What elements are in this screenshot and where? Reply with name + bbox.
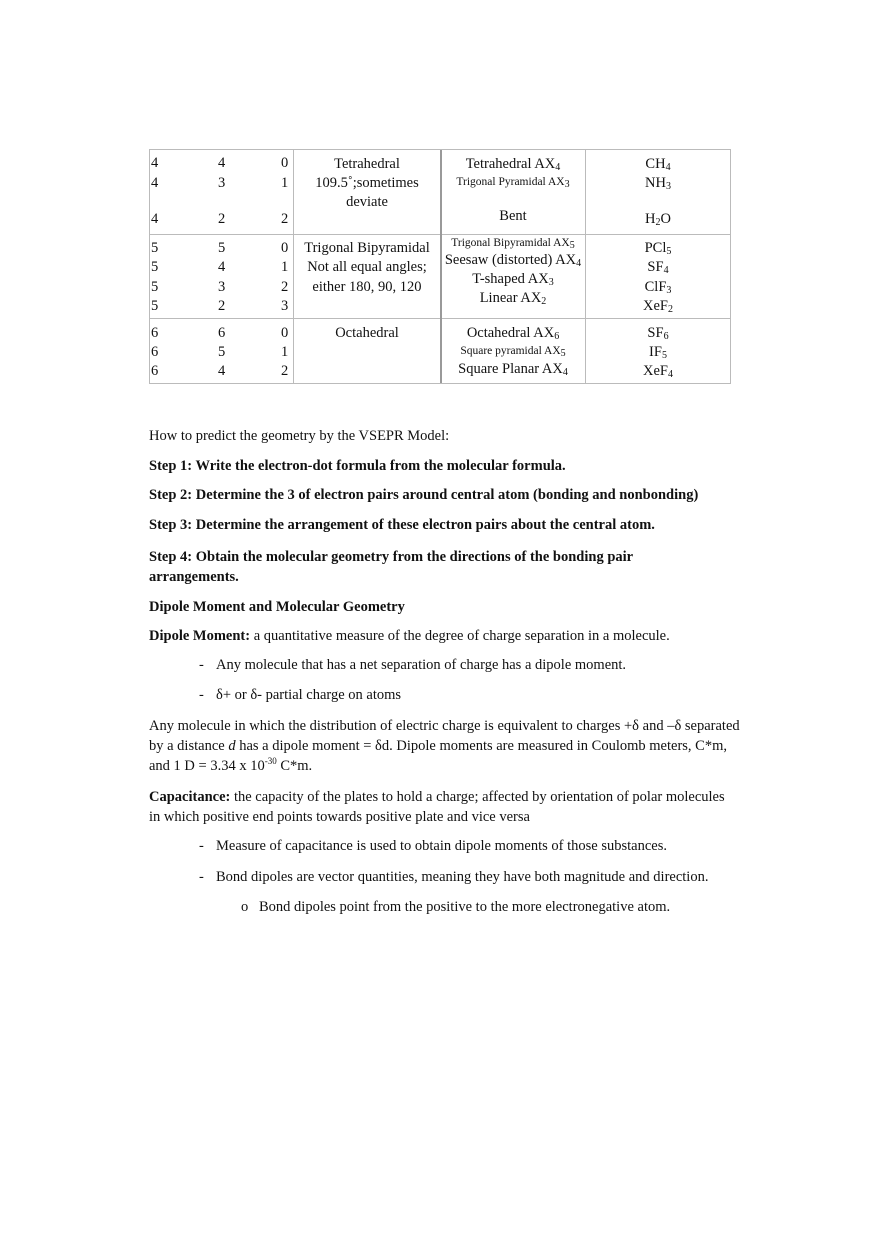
- electron-pairs: 4: [151, 175, 159, 191]
- electron-geometry: Octahedral: [335, 325, 399, 341]
- dash-bullet: -: [199, 838, 204, 854]
- bullet-text: δ+ or δ- partial charge on atoms: [216, 687, 402, 703]
- subscript: 4: [665, 162, 671, 173]
- bullet-text: Measure of capacitance is used to obtain dipole moments of those substances.: [216, 838, 667, 854]
- electron-pairs: 5: [151, 259, 159, 275]
- formula-text: Square pyramidal AX: [460, 345, 561, 357]
- electron-pairs: 6: [151, 363, 159, 379]
- bonding-pairs: 2: [218, 298, 226, 314]
- subscript: 4: [562, 367, 568, 378]
- formula-text: SF: [647, 259, 664, 275]
- col-divider: [293, 150, 294, 383]
- formula-text: Trigonal Bipyramidal AX: [451, 237, 570, 249]
- example-molecule: [645, 155, 670, 173]
- lone-pairs: 0: [281, 325, 289, 341]
- exponent: -30: [264, 756, 277, 767]
- subscript: 3: [666, 285, 672, 296]
- subscript: 4: [576, 258, 582, 269]
- molecular-geometry: [460, 344, 565, 358]
- example-molecule: [643, 362, 673, 380]
- para-text: Any molecule in which the distribution of electric charge is equivalent to charges +δ and –δ separated by a distance: [149, 718, 740, 754]
- molecular-geometry: [472, 270, 553, 288]
- formula-text: O: [660, 211, 671, 227]
- formula-text: CH: [645, 156, 666, 172]
- electron-pairs: 4: [151, 155, 159, 171]
- formula-text: T-shaped AX: [472, 271, 549, 287]
- molecular-geometry: [480, 289, 547, 307]
- dipole-paragraph: [149, 716, 749, 776]
- cap-bullet: [199, 867, 789, 887]
- formula-text: Linear AX: [479, 290, 542, 306]
- electron-geometry: either 180, 90, 120: [312, 279, 422, 295]
- electron-geometry: Not all equal angles;: [307, 259, 427, 275]
- lone-pairs: 3: [281, 298, 289, 314]
- formula-text: H: [645, 211, 656, 227]
- step-1: Step 1: Write the electron-dot formula from the molecular formula.: [149, 458, 566, 474]
- lone-pairs: 2: [281, 279, 289, 295]
- electron-pairs: 6: [151, 325, 159, 341]
- lone-pairs: 2: [281, 363, 289, 379]
- subscript: 5: [666, 246, 672, 257]
- dipole-def: a quantitative measure of the degree of charge separation in a molecule.: [250, 628, 670, 644]
- electron-pairs: 5: [151, 298, 159, 314]
- molecular-geometry: [451, 236, 574, 250]
- cap-bullet: [199, 836, 789, 856]
- dipole-bullet: [199, 685, 789, 705]
- electron-geometry: 109.5˚;sometimes: [315, 175, 419, 191]
- step-4: Step 4: Obtain the molecular geometry from the directions of the bonding pair arrangements.: [149, 549, 633, 585]
- subscript: 6: [554, 331, 560, 342]
- subscript: 4: [667, 369, 673, 380]
- lone-pairs: 0: [281, 155, 289, 171]
- bonding-pairs: 3: [218, 175, 226, 191]
- vsepr-table: [149, 149, 731, 384]
- bullet-text: Bond dipoles point from the positive to the more electronegative atom.: [259, 899, 671, 915]
- cap-def: the capacity of the plates to hold a charge; affected by orientation of polar molecules in which positive end points towards positive plate and vice versa: [149, 789, 725, 825]
- intro-text: How to predict the geometry by the VSEPR Model:: [149, 428, 450, 444]
- subscript: 5: [661, 350, 667, 361]
- formula-text: Trigonal Pyramidal AX: [456, 176, 565, 188]
- example-molecule: [645, 210, 671, 228]
- molecular-geometry: [445, 251, 581, 269]
- para-text: has a dipole moment = δd. Dipole moments are measured in Coulomb meters, C*m, and 1 D = 3.34 x 10: [149, 738, 727, 774]
- col-divider: [585, 150, 586, 383]
- molecular-geometry: [456, 175, 569, 189]
- formula-text: PCl: [644, 240, 667, 256]
- lone-pairs: 0: [281, 240, 289, 256]
- dash-bullet: -: [199, 687, 204, 703]
- bonding-pairs: 5: [218, 344, 226, 360]
- subscript: 4: [555, 162, 561, 173]
- example-molecule: [647, 258, 668, 276]
- bullet-text: Bond dipoles are vector quantities, meaning they have both magnitude and direction.: [216, 869, 709, 885]
- example-molecule: [649, 343, 667, 361]
- electron-geometry: Trigonal Bipyramidal: [304, 240, 430, 256]
- formula-text: Octahedral AX: [466, 325, 555, 341]
- electron-pairs: 6: [151, 344, 159, 360]
- formula-text: Bent: [499, 208, 527, 224]
- col-divider: [440, 150, 442, 383]
- example-molecule: [645, 239, 672, 257]
- bullet-text: Any molecule that has a net separation of charge has a dipole moment.: [216, 657, 627, 673]
- example-molecule: [645, 278, 672, 296]
- bonding-pairs: 4: [218, 155, 226, 171]
- dipole-bullet: [199, 655, 789, 675]
- electron-pairs: 5: [151, 279, 159, 295]
- subscript: 2: [541, 296, 547, 307]
- dipole-definition: [149, 626, 739, 646]
- formula-text: SF: [647, 325, 664, 341]
- subscript: 3: [564, 179, 570, 190]
- subscript: 2: [667, 304, 673, 315]
- bonding-pairs: 6: [218, 325, 226, 341]
- lone-pairs: 1: [281, 344, 289, 360]
- formula-text: IF: [649, 344, 662, 360]
- para-var: d: [228, 738, 236, 754]
- subscript: 6: [663, 331, 669, 342]
- electron-geometry: Tetrahedral: [334, 156, 400, 172]
- example-molecule: [643, 297, 673, 315]
- bonding-pairs: 2: [218, 211, 226, 227]
- example-molecule: [647, 324, 668, 342]
- bonding-pairs: 4: [218, 259, 226, 275]
- electron-geometry: deviate: [346, 194, 388, 210]
- subscript: 5: [569, 240, 575, 251]
- formula-text: XeF: [643, 363, 668, 379]
- molecular-geometry: [458, 360, 568, 378]
- capacitance-definition: [149, 787, 729, 827]
- dash-bullet: -: [199, 657, 204, 673]
- subscript: 3: [548, 277, 554, 288]
- para-text: C*m.: [276, 758, 313, 774]
- dash-bullet: -: [199, 869, 204, 885]
- subscript: 3: [665, 181, 671, 192]
- formula-text: NH: [645, 175, 666, 191]
- formula-text: XeF: [643, 298, 668, 314]
- electron-pairs: 5: [151, 240, 159, 256]
- capacitance-term: Capacitance:: [149, 789, 231, 805]
- bonding-pairs: 3: [218, 279, 226, 295]
- lone-pairs: 1: [281, 259, 289, 275]
- example-molecule: [645, 174, 671, 192]
- subscript: 4: [663, 265, 669, 276]
- subscript: 2: [655, 217, 661, 228]
- bonding-pairs: 5: [218, 240, 226, 256]
- dipole-heading: Dipole Moment and Molecular Geometry: [149, 599, 405, 615]
- o-bullet: o: [241, 899, 249, 915]
- bonding-pairs: 4: [218, 363, 226, 379]
- molecular-geometry: [467, 324, 559, 342]
- step-2: Step 2: Determine the 3 of electron pairs around central atom (bonding and nonbonding): [149, 487, 699, 503]
- step-3: Step 3: Determine the arrangement of these electron pairs about the central atom.: [149, 517, 655, 533]
- formula-text: Tetrahedral AX: [465, 156, 556, 172]
- molecular-geometry: [499, 207, 526, 225]
- subscript: 5: [560, 348, 566, 359]
- formula-text: Square Planar AX: [458, 361, 563, 377]
- dipole-term: Dipole Moment:: [149, 628, 251, 644]
- sub-bullet: [241, 897, 831, 917]
- formula-text: Seesaw (distorted) AX: [444, 252, 577, 268]
- lone-pairs: 1: [281, 175, 289, 191]
- electron-pairs: 4: [151, 211, 159, 227]
- molecular-geometry: [466, 155, 561, 173]
- lone-pairs: 2: [281, 211, 289, 227]
- formula-text: ClF: [644, 279, 667, 295]
